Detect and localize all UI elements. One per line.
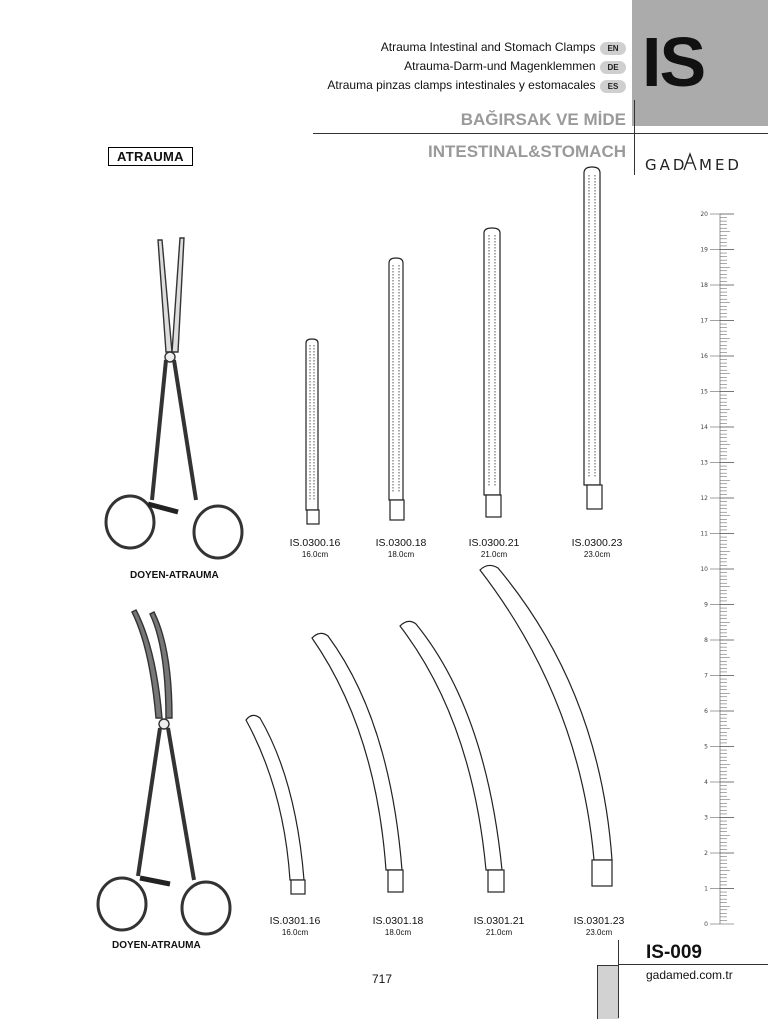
ruler-label: 8	[704, 637, 708, 644]
item-size: 16.0cm	[301, 550, 329, 559]
lang-badge-en: EN	[600, 42, 626, 55]
footer-grey-tab	[597, 965, 619, 1019]
ruler-label: 12	[700, 495, 708, 502]
brand-logo	[644, 150, 742, 176]
row2-item-2	[353, 915, 443, 939]
row1-product-name: DOYEN-ATRAUMA	[130, 570, 219, 581]
row1-item-2	[356, 537, 446, 561]
ruler-label: 10	[700, 566, 708, 573]
item-size: 18.0cm	[384, 928, 412, 937]
ruler-label: 7	[704, 672, 708, 680]
row1-item-4	[552, 537, 642, 561]
item-code: IS.0300.21	[468, 537, 520, 549]
title-en-row	[381, 38, 626, 56]
lang-badge-de: DE	[600, 61, 626, 74]
page-number: 717	[372, 972, 393, 986]
page-code: IS-009	[646, 942, 702, 963]
ruler-label: 15	[700, 388, 708, 396]
ruler-label: 4	[704, 779, 708, 786]
item-code: IS.0300.16	[289, 537, 341, 549]
item-size: 21.0cm	[485, 928, 513, 937]
header-divider	[313, 133, 768, 134]
footer-vertical-line	[618, 940, 619, 1018]
section-code-box	[632, 0, 768, 126]
category-tr: BAĞIRSAK VE MİDE	[460, 110, 626, 129]
lang-badge-es: ES	[600, 80, 626, 93]
row2-jaws	[240, 560, 630, 900]
group-label: ATRAUMA	[108, 147, 193, 166]
ruler-label: 16	[700, 353, 708, 360]
ruler-label: 6	[704, 708, 708, 715]
title-en: Atrauma Intestinal and Stomach Clamps	[380, 40, 596, 54]
header-vertical-divider	[634, 100, 635, 175]
ruler-label: 2	[704, 850, 708, 857]
ruler-label: 18	[700, 282, 708, 289]
ruler-scale	[676, 206, 738, 932]
straight-forceps-image	[100, 232, 260, 562]
item-code: IS.0301.16	[269, 915, 321, 927]
row2-item-3	[454, 915, 544, 939]
item-code: IS.0300.18	[375, 537, 427, 549]
ruler-label: 19	[700, 246, 708, 254]
category-en: INTESTINAL&STOMACH	[427, 142, 626, 161]
item-size: 21.0cm	[480, 550, 508, 559]
ruler-label: 20	[700, 211, 708, 218]
title-es: Atrauma pinzas clamps intestinales y estomacales	[327, 78, 596, 92]
ruler-label: 3	[704, 814, 708, 822]
item-code: IS.0301.21	[473, 915, 525, 927]
ruler-label: 13	[700, 459, 708, 467]
footer-horizontal-line	[618, 964, 768, 965]
measuring-ruler	[676, 206, 738, 932]
ruler-label: 0	[704, 921, 708, 928]
item-size: 16.0cm	[281, 928, 309, 937]
title-de-row	[404, 57, 626, 75]
ruler-label: 14	[700, 424, 708, 431]
item-size: 23.0cm	[585, 928, 613, 937]
item-code: IS.0301.23	[573, 915, 625, 927]
title-de: Atrauma-Darm-und Magenklemmen	[404, 59, 596, 73]
ruler-label: 17	[700, 317, 708, 325]
item-code: IS.0300.23	[571, 537, 623, 549]
row2-item-4	[554, 915, 644, 939]
row2-item-1	[250, 915, 340, 939]
ruler-label: 9	[704, 601, 708, 609]
section-code: IS	[642, 23, 705, 101]
ruler-label: 1	[704, 885, 708, 893]
row1-jaws	[300, 165, 630, 530]
row1-item-3	[449, 537, 539, 561]
ruler-label: 5	[704, 743, 708, 751]
ruler-label: 11	[700, 530, 708, 538]
title-es-row	[327, 76, 626, 94]
item-code: IS.0301.18	[372, 915, 424, 927]
website: gadamed.com.tr	[646, 968, 733, 982]
item-size: 23.0cm	[583, 550, 611, 559]
brand-logo-mark	[644, 150, 742, 176]
item-size: 18.0cm	[387, 550, 415, 559]
svg-text:GAD: GAD	[645, 156, 688, 174]
curved-forceps-image	[90, 608, 250, 938]
row1-item-1	[270, 537, 360, 561]
row2-product-name: DOYEN-ATRAUMA	[112, 940, 201, 951]
svg-text:MED: MED	[699, 156, 742, 174]
